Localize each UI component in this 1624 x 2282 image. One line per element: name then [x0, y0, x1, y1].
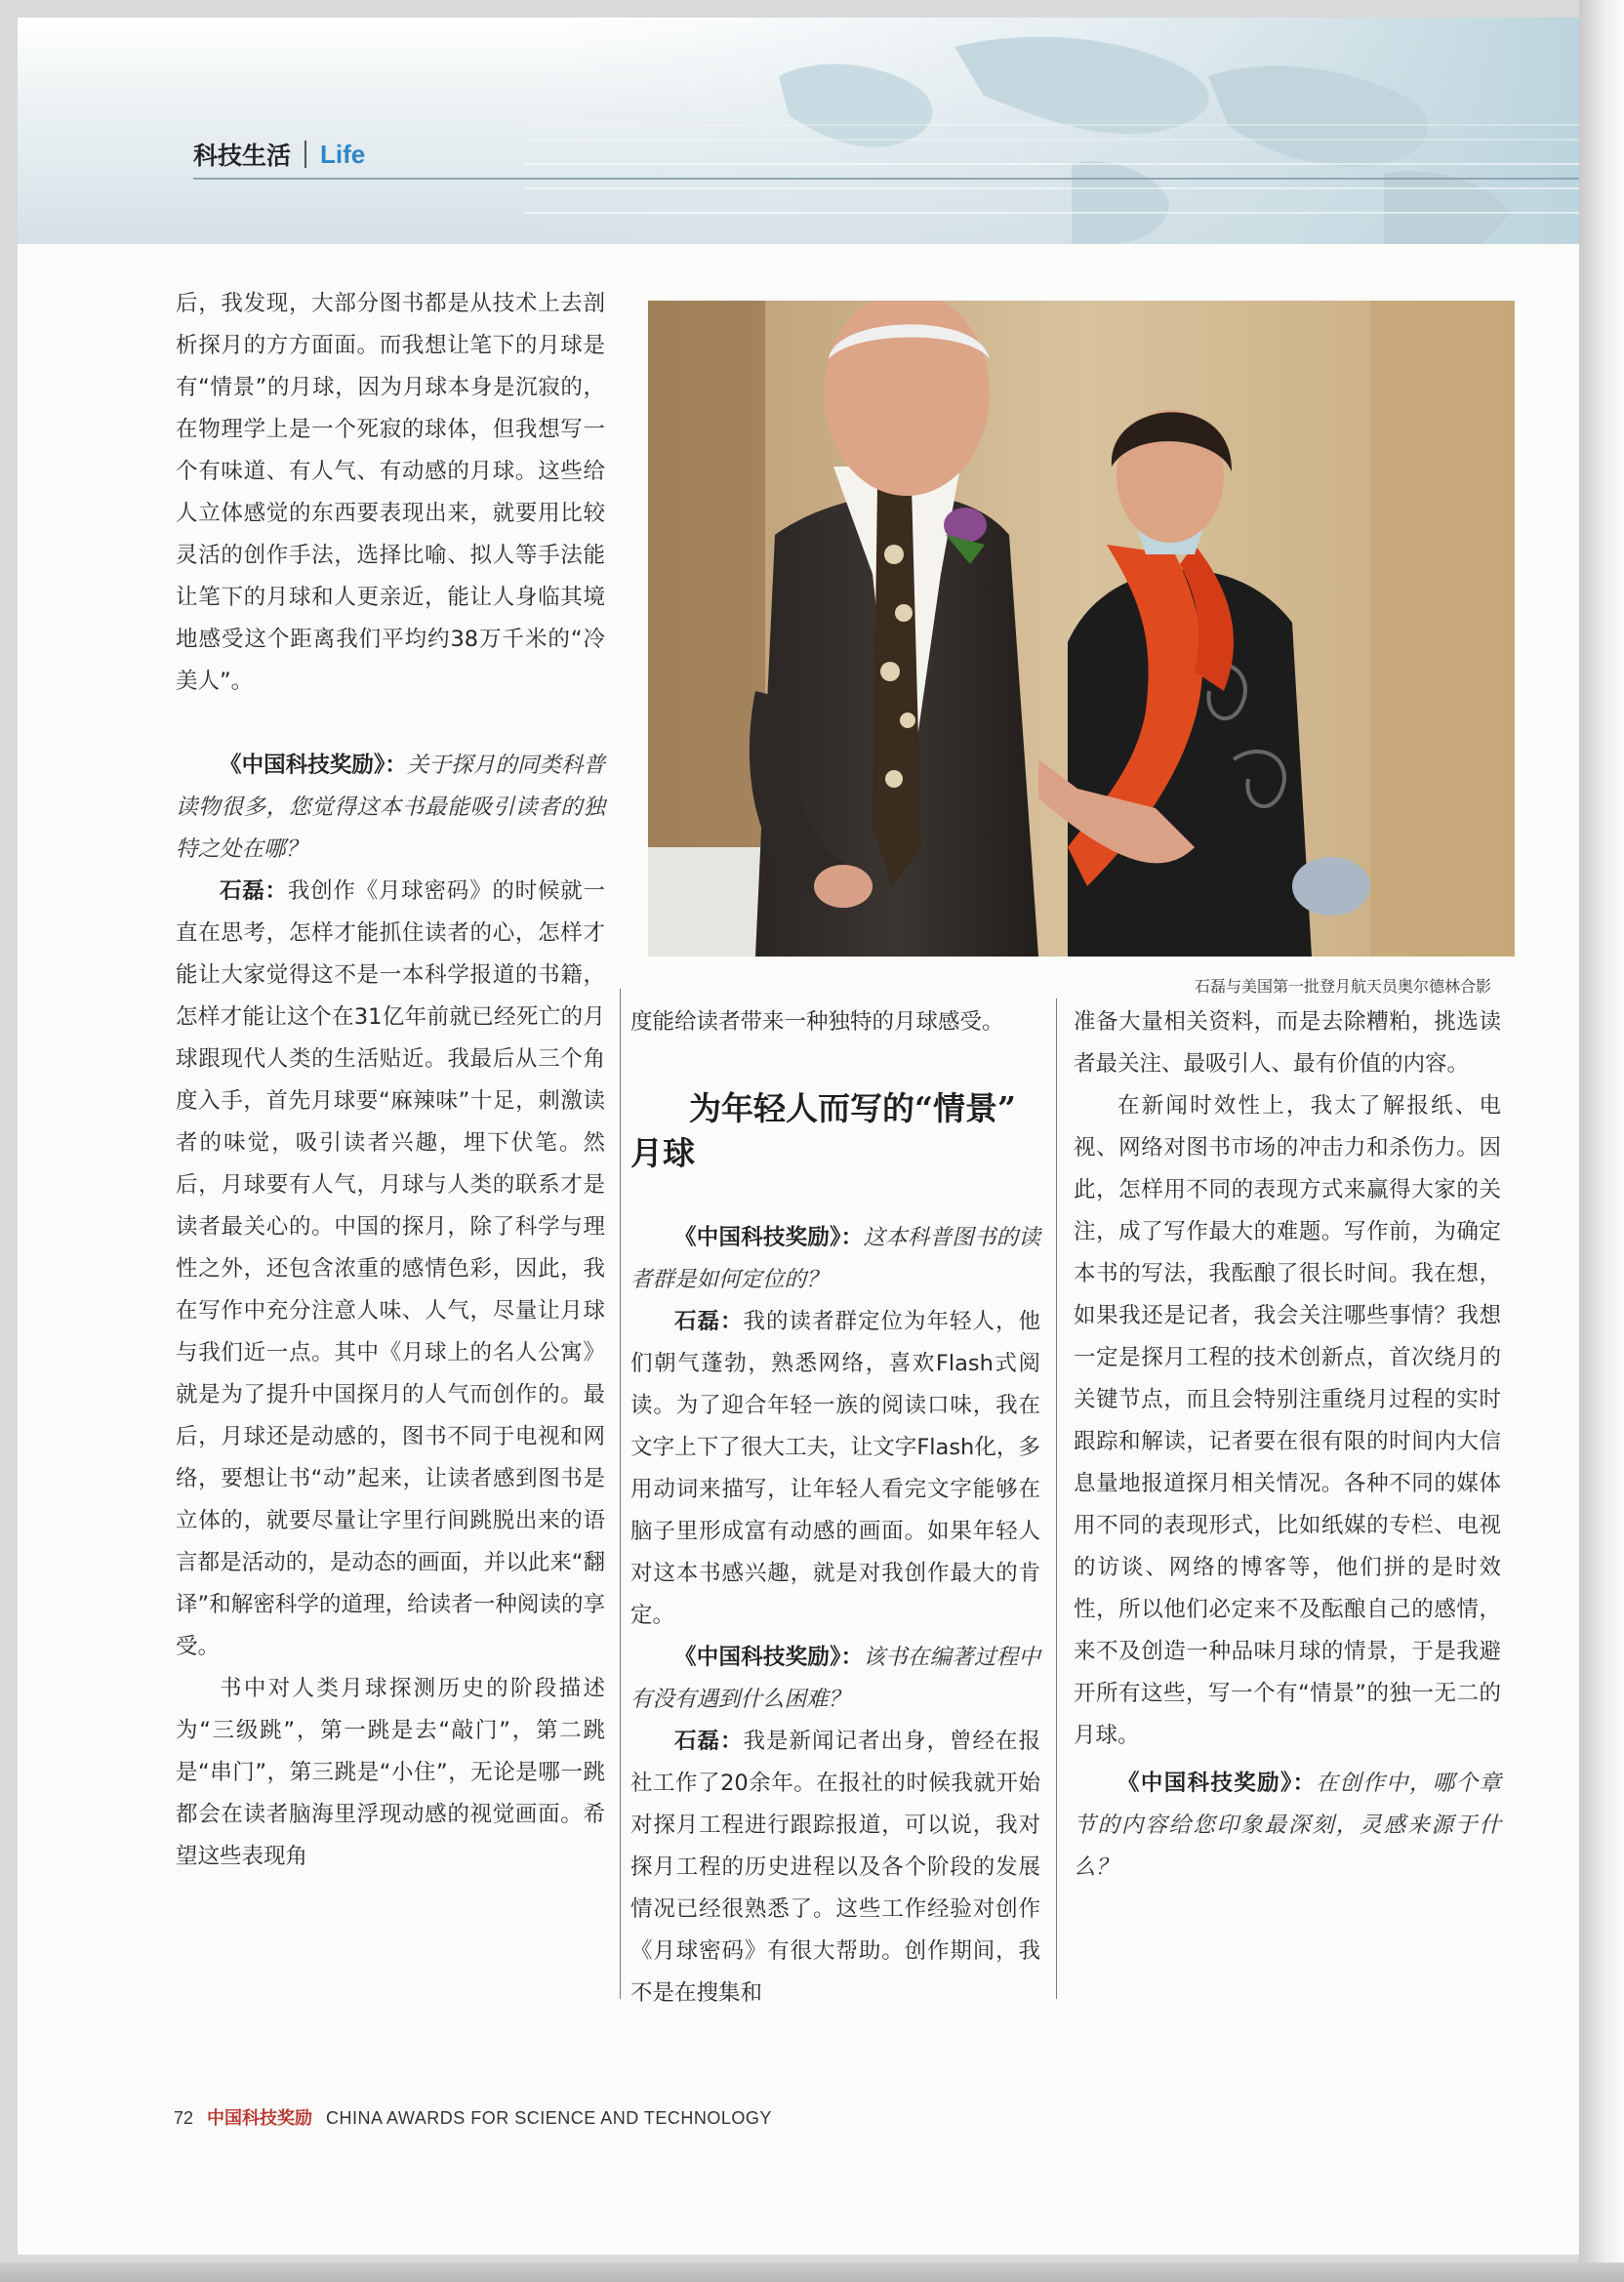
scan-edge-right [1579, 0, 1624, 2282]
world-map-graphic [525, 18, 1579, 244]
header-divider [304, 141, 306, 168]
header-rule [193, 178, 1579, 180]
section-header [193, 135, 365, 174]
section-heading [630, 1086, 1040, 1176]
answer [630, 1301, 1040, 1637]
page-footer [174, 2104, 772, 2130]
heading-line: 月球 [630, 1134, 695, 1172]
magazine-name-en: CHINA AWARDS FOR SCIENCE AND TECHNOLOGY [326, 2108, 772, 2128]
header-banner [18, 18, 1579, 244]
question [630, 1637, 1040, 1721]
section-title-en: Life [320, 139, 366, 169]
paragraph: 在新闻时效性上，我太了解报纸、电视、网络对图书市场的冲击力和杀伤力。因此，怎样用不同的表现方式来赢得大家的关注，成了写作最大的难题。写作前，为确定本书的写法，我酝酿了很长时间。我在想，如果我还是记者，我会关注哪些事情？我想一定是探月工程的技术创新点，首次绕月的关键节点，而且会特别注重绕月过程的实时跟踪和解读，记者要在很有限的时间内大信息量地报道探月相关情况。各种不同的媒体用不同的表现形式，比如纸媒的专栏、电视的访谈、网络的博客等，他们拼的是时效性，所以他们必定来不及酝酿自己的感情，来不及创造一种品味月球的情景，于是我避开所有这些，写一个有“情景”的独一无二的月球。 [1074, 1093, 1501, 1748]
question [1074, 1763, 1501, 1889]
speaker-label: 石磊： [674, 1729, 744, 1754]
section-title-cn: 科技生活 [193, 142, 292, 170]
text-column-3 [1074, 1001, 1501, 1889]
question-source: 《中国科技奖励》： [220, 753, 407, 778]
answer [176, 871, 605, 1668]
question-text: 这本科普图书的读者群是如何定位的？ [630, 1225, 1040, 1292]
speaker-label: 石磊： [220, 878, 288, 904]
question-text: 在创作中，哪个章节的内容给您印象最深刻，灵感来源于什么？ [1074, 1771, 1501, 1880]
question-source: 《中国科技奖励》： [674, 1645, 864, 1670]
paragraph: 书中对人类月球探测历史的阶段描述为“三级跳”，第一跳是去“敲门”，第二跳是“串门”，第三跳是“小住”，无论是哪一跳都会在读者脑海里浮现动感的视觉画面。希望这些表现角 [176, 1676, 605, 1869]
answer [630, 1721, 1040, 2015]
scan-edge-bottom [0, 2262, 1624, 2282]
text-column-2 [630, 1001, 1040, 2015]
answer-text: 我创作《月球密码》的时候就一直在思考，怎样才能抓住读者的心，怎样才能让大家觉得这不是一本科学报道的书籍，怎样才能让这个在31亿年前就已经死亡的月球跟现代人类的生活贴近。我最后从三个角度入手，首先月球要“麻辣味”十足，刺激读者的味觉，吸引读者兴趣，埋下伏笔。然后，月球要有人气，月球与人类的联系才是读者最关心的。中国的探月，除了科学与理性之外，还包含浓重的感情色彩，因此，我在写作中充分注意人味、人气，尽量让月球与我们近一点。其中《月球上的名人公寓》就是为了提升中国探月的人气而创作的。最后，月球还是动感的，图书不同于电视和网络，要想让书“动”起来，让读者感到图书是立体的，就要尽量让字里行间跳脱出来的语言都是活动的，是动态的画面，并以此来“翻译”和解密科学的道理，给读者一种阅读的享受。 [176, 878, 605, 1659]
answer-text: 我是新闻记者出身，曾经在报社工作了20余年。在报社的时候我就开始对探月工程进行跟踪报道，可以说，我对探月工程的历史进程以及各个阶段的发展情况已经很熟悉了。这些工作经验对创作《月球密码》有很大帮助。创作期间，我不是在搜集和 [630, 1729, 1040, 2006]
photo [648, 301, 1515, 957]
question-text: 该书在编著过程中有没有遇到什么困难？ [630, 1645, 1040, 1712]
magazine-name-cn: 中国科技奖励 [207, 2108, 313, 2129]
speaker-label: 石磊： [674, 1309, 744, 1334]
answer-text: 我的读者群定位为年轻人，他们朝气蓬勃，熟悉网络，喜欢Flash式阅读。为了迎合年轻一族的阅读口味，我在文字上下了很大工夫，让文字Flash化，多用动词来描写，让年轻人看完文字能够在脑子里形成富有动感的画面。如果年轻人对这本书感兴趣，就是对我创作最大的肯定。 [630, 1309, 1040, 1628]
text-column-1 [176, 283, 605, 1878]
photo-caption: 石磊与美国第一批登月航天员奥尔德林合影 [1194, 977, 1491, 996]
column-divider [1056, 998, 1057, 1999]
question-source: 《中国科技奖励》： [674, 1225, 864, 1250]
paragraph: 准备大量相关资料，而是去除糟粕，挑选读者最关注、最吸引人、最有价值的内容。 [1074, 1009, 1501, 1077]
magazine-page [18, 18, 1579, 2255]
page-number: 72 [174, 2108, 194, 2128]
question [630, 1217, 1040, 1301]
paragraph: 后，我发现，大部分图书都是从技术上去剖析探月的方方面面。而我想让笔下的月球是有“情景”的月球，因为月球本身是沉寂的，在物理学上是一个死寂的球体，但我想写一个有味道、有人气、有动感的月球。这些给人立体感觉的东西要表现出来，就要用比较灵活的创作手法，选择比喻、拟人等手法能让笔下的月球和人更亲近，能让人身临其境地感受这个距离我们平均约38万千米的“冷美人”。 [176, 291, 605, 694]
heading-line: 为年轻人而写的“情景” [689, 1089, 1016, 1127]
question [176, 745, 605, 871]
paragraph: 度能给读者带来一种独特的月球感受。 [630, 1009, 1004, 1035]
photo-image [648, 301, 1515, 957]
question-text: 关于探月的同类科普读物很多，您觉得这本书最能吸引读者的独特之处在哪？ [176, 753, 605, 862]
column-divider [620, 989, 621, 1999]
question-source: 《中国科技奖励》： [1117, 1771, 1317, 1796]
